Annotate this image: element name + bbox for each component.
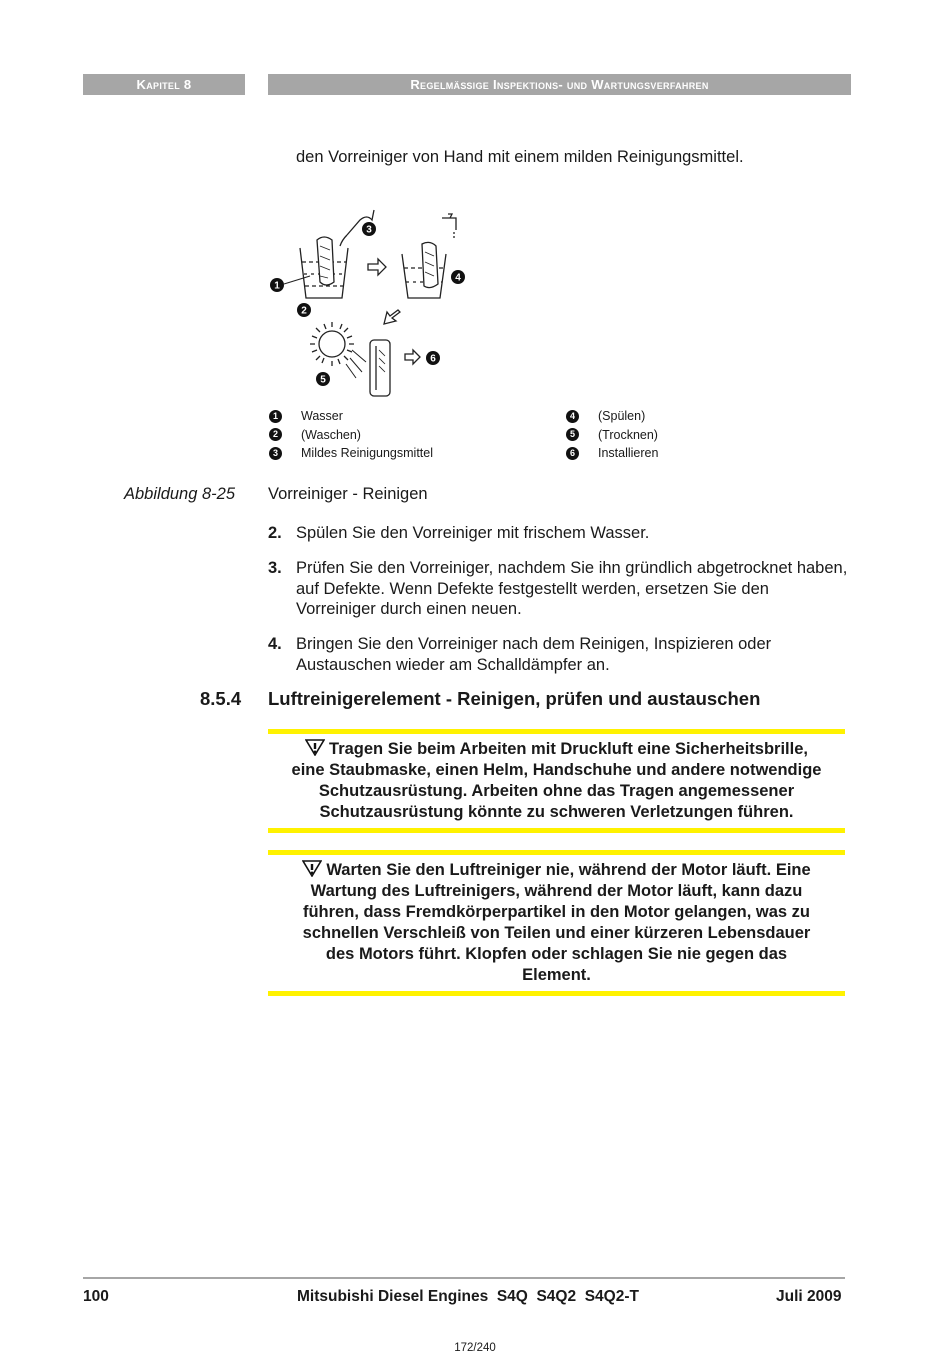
legend-item: [566, 407, 658, 426]
legend-text: (Spülen): [598, 409, 646, 424]
figure-illustration: [262, 200, 502, 405]
step-item: [268, 634, 848, 675]
page-number: 100: [83, 1288, 109, 1305]
section-title: Luftreinigerelement - Reinigen, prüfen und austauschen: [268, 688, 761, 709]
legend-number: 2: [269, 428, 282, 441]
figure-caption-label: Abbildung 8-25: [124, 485, 236, 503]
chapter-header: Kapitel 8: [83, 74, 245, 95]
legend-text: Wasser: [301, 409, 343, 424]
step-text: Spülen Sie den Vorreiniger mit frischem Wasser.: [296, 524, 650, 542]
legend-number: 4: [566, 410, 579, 423]
legend-item: [566, 426, 658, 445]
legend-number: 1: [269, 410, 282, 423]
callout-4: 4: [455, 272, 461, 284]
warning-line: schnellen Verschleiß von Teilen und einer kürzeren Lebensdauer: [302, 924, 811, 942]
legend-number: 3: [269, 447, 282, 460]
warning-line: Schutzausrüstung könnte zu schweren Verletzungen führen.: [319, 803, 794, 821]
callout-5: 5: [320, 374, 326, 386]
step-number: 4.: [268, 635, 282, 653]
legend-item: [566, 444, 658, 463]
warning-box: [268, 729, 845, 833]
footer-divider: [83, 1277, 845, 1279]
warning-box: [268, 850, 845, 996]
legend-number: 6: [566, 447, 579, 460]
step-number: 2.: [268, 524, 282, 542]
warning-line: Element.: [522, 966, 591, 984]
legend-number: 5: [566, 428, 579, 441]
legend-text: Installieren: [598, 446, 659, 461]
callout-2: 2: [301, 305, 307, 317]
step-item: [268, 558, 848, 620]
step-number: 3.: [268, 559, 282, 577]
pdf-page-counter: 172/240: [454, 1342, 496, 1354]
legend-item: [269, 426, 433, 445]
callout-6: 6: [430, 353, 436, 365]
chapter-title-header: Regelmäßige Inspektions- und Wartungsverfahren: [268, 74, 851, 95]
step-text: Bringen Sie den Vorreiniger nach dem Reinigen, Inspizieren oder Austauschen wieder am Schalldämpfer an.: [296, 635, 772, 674]
legend-text: (Waschen): [301, 427, 361, 442]
figure-caption-title: Vorreiniger - Reinigen: [268, 485, 428, 503]
legend-text: Mildes Reinigungsmittel: [301, 446, 434, 461]
section-number: 8.5.4: [200, 688, 242, 709]
warning-line: Tragen Sie beim Arbeiten mit Druckluft eine Sicherheitsbrille,: [268, 739, 845, 760]
legend-text: (Trocknen): [598, 427, 658, 442]
legend-item: [269, 444, 433, 463]
footer-date: Juli 2009: [776, 1288, 842, 1305]
warning-line: des Motors führt. Klopfen oder schlagen Sie nie gegen das: [325, 945, 788, 963]
callout-3: 3: [366, 224, 372, 236]
footer-product: Mitsubishi Diesel Engines S4Q S4Q2 S4Q2-T: [297, 1288, 639, 1305]
warning-line: Wartung des Luftreinigers, während der Motor läuft, kann dazu: [310, 882, 803, 900]
warning-line: führen, dass Fremdkörperpartikel in den Motor gelangen, was zu: [302, 903, 810, 921]
warning-line: Warten Sie den Luftreiniger nie, während der Motor läuft. Eine: [268, 860, 845, 881]
step-text: Prüfen Sie den Vorreiniger, nachdem Sie ihn gründlich abgetrocknet haben, auf Defekte. Wenn Defekte festgestellt werden, ersetzen Sie den Vorreiniger durch einen neuen.: [296, 559, 848, 618]
cleaning-process-drawing: [262, 200, 502, 405]
callout-1: 1: [274, 280, 280, 292]
step-item: [268, 523, 848, 544]
figure-legend-right: [566, 407, 658, 463]
warning-line: eine Staubmaske, einen Helm, Handschuhe und andere notwendige: [291, 761, 822, 779]
intro-text: den Vorreiniger von Hand mit einem milden Reinigungsmittel.: [296, 148, 744, 166]
legend-item: [269, 407, 433, 426]
warning-triangle-icon: [302, 860, 322, 877]
figure-legend-left: [269, 407, 433, 463]
warning-triangle-icon: [305, 739, 325, 756]
warning-line: Schutzausrüstung. Arbeiten ohne das Tragen angemessener: [318, 782, 795, 800]
